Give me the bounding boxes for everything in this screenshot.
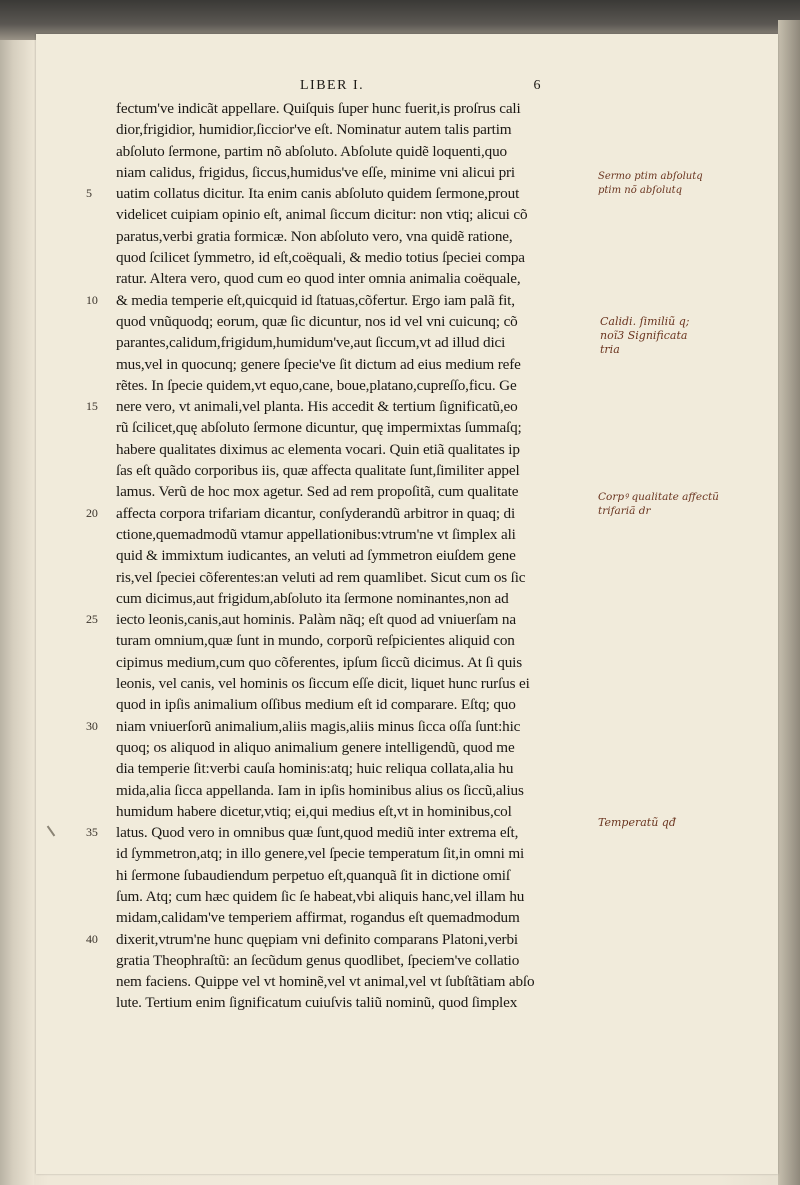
line-text: ratur. Altera vero, quod cum eo quod inter omnia animalia coëquale,	[116, 270, 521, 288]
line-text: quoq; os aliquod in aliquo animalium genere intelligendũ, quod me	[116, 738, 515, 756]
folio-number: 6	[533, 78, 542, 93]
marginal-note-2	[600, 315, 689, 357]
text-line	[116, 992, 598, 1013]
line-number: 40	[86, 931, 98, 946]
line-text: rũ ſcilicet,quę abſoluto ſermone dicuntur, quę impermixtas ſummaſq;	[116, 419, 522, 437]
text-line	[116, 417, 598, 438]
main-text-block	[86, 98, 598, 1014]
line-text: nem faciens. Quippe vel vt hominẽ,vel vt animal,vel vt ſubſtãtiam abſo	[116, 973, 535, 991]
text-line	[116, 226, 598, 247]
text-line	[86, 503, 598, 524]
text-line	[116, 588, 598, 609]
running-head: LIBER I.	[300, 78, 365, 93]
line-text: lamus. Verũ de hoc mox agetur. Sed ad rem propoſitã, cum qualitate	[116, 483, 519, 501]
text-line	[116, 204, 598, 225]
line-text: niam calidus, frigidus, ſiccus,humidus've eſſe, minime vni alicui pri	[116, 163, 515, 181]
line-number: 5	[86, 186, 92, 201]
text-line	[116, 545, 598, 566]
line-text: cipimus medium,cum quo cõferentes, ipſum ſiccũ dicimus. At ſi quis	[116, 653, 523, 671]
line-number: 25	[86, 612, 98, 627]
line-number: 20	[86, 505, 98, 520]
text-line	[116, 694, 598, 715]
line-text: ctione,quemadmodũ vtamur appellationibus:vtrum'ne vt ſimplex ali	[116, 525, 516, 543]
line-text: quod ſcilicet ſymmetro, id eſt,coëquali, & medio totius ſpeciei compa	[116, 249, 525, 267]
cover-board	[778, 20, 800, 1185]
line-text: ſas eſt quãdo corporibus iis, quæ affecta qualitate ſunt,ſimiliter appel	[116, 462, 520, 480]
line-text: dia temperie ſit:verbi cauſa hominis:atq; huic reliqua collata,alia hu	[116, 760, 514, 778]
text-line	[116, 162, 598, 183]
line-text: fectum've indicãt appellare. Quiſquis ſuper hunc fuerit,is proſrus cali	[116, 100, 521, 117]
text-line	[116, 907, 598, 928]
text-line	[116, 801, 598, 822]
text-line	[116, 971, 598, 992]
marginal-note-line: Temperatũ qđ	[598, 816, 676, 829]
text-line	[116, 268, 598, 289]
line-text: lute. Tertium enim ſignificatum cuiuſvis taliũ nominũ, quod ſimplex	[116, 994, 518, 1012]
marginal-note-line: ptim nõ abſolutq	[598, 185, 683, 196]
line-text: ſum. Atq; cum hæc quidem ſic ſe habeat,vbi aliquis hanc,vel illam hu	[116, 887, 525, 905]
text-line	[116, 354, 598, 375]
text-line	[116, 311, 598, 332]
marginal-note-3	[598, 490, 719, 518]
text-line	[86, 929, 598, 950]
line-text: quod in ipſis animalium oſſibus medium eſt id comparare. Eſtq; quo	[116, 696, 516, 714]
line-text: ris,vel ſpeciei cõferentes:an veluti ad rem quamlibet. Sicut cum os ſic	[116, 568, 526, 586]
text-line	[86, 183, 598, 204]
line-text: dixerit,vtrum'ne hunc quępiam vni definito comparans Platoni,verbi	[116, 930, 518, 948]
text-line	[86, 822, 598, 843]
text-line	[116, 737, 598, 758]
line-text: habere qualitates diximus ac elementa vocari. Quin etiã qualitates ip	[116, 440, 520, 458]
line-text: latus. Quod vero in omnibus quæ ſunt,quod mediũ inter extrema eſt,	[116, 824, 519, 842]
line-text: cum dicimus,aut frigidum,abſoluto ita ſermone nominantes,non ad	[116, 589, 509, 607]
binding-edge	[0, 0, 34, 1185]
text-line	[116, 439, 598, 460]
text-line	[116, 886, 598, 907]
text-line	[116, 673, 598, 694]
line-text: gratia Theophraſtũ: an ſecũdum genus quodlibet, ſpeciem've collatio	[116, 951, 520, 969]
line-text: niam vniuerſorũ animalium,aliis magis,aliis minus ſicca oſſa ſunt:hic	[116, 717, 521, 735]
marginal-note-line: Corpꝰ qualitate affectũ	[598, 491, 719, 503]
marginal-note-line: tria	[600, 343, 620, 356]
line-text: uatim collatus dicitur. Ita enim canis abſoluto quidem ſermone,prout	[116, 185, 520, 203]
line-text: abſoluto ſermone, partim nõ abſoluto. Abſolute quidẽ loquenti,quo	[116, 142, 507, 160]
text-line	[116, 247, 598, 268]
line-text: id ſymmetron,atq; in illo genere,vel ſpecie temperatum ſit,in omni mi	[116, 845, 525, 863]
line-text: turam omnium,quæ ſunt in mundo, corporũ reſpicientes aliquid con	[116, 632, 515, 650]
text-line	[116, 843, 598, 864]
text-line	[116, 98, 598, 119]
line-text: mus,vel in quocunq; genere ſpecie've ſit dictum ad eius medium refe	[116, 355, 521, 373]
line-number: 30	[86, 718, 98, 733]
line-text: parantes,calidum,frigidum,humidum've,aut ſiccum,vt ad illud dici	[116, 334, 506, 352]
text-line	[116, 567, 598, 588]
line-number: 10	[86, 292, 98, 307]
line-text: quid & immixtum iudicantes, an veluti ad ſymmetron eiuſdem gene	[116, 547, 516, 565]
line-text: videlicet cuipiam opinio eſt, animal ſiccum dicitur: non vtiq; alicui cõ	[116, 206, 528, 224]
text-line	[116, 630, 598, 651]
line-text: iecto leonis,canis,aut hominis. Palàm nãq; eſt quod ad vniuerſam na	[116, 611, 516, 629]
line-text: humidum habere dicetur,vtiq; ei,qui medius eſt,vt in hominibus,col	[116, 802, 512, 820]
line-text: & media temperie eſt,quicquid id ſtatuas,cõfertur. Ergo iam palã fit,	[116, 291, 515, 309]
text-line	[116, 332, 598, 353]
line-text: dior,frigidior, humidior,ſiccior've eſt. Nominatur autem talis partim	[116, 121, 512, 139]
text-line	[116, 141, 598, 162]
text-line	[116, 524, 598, 545]
line-text: rẽtes. In ſpecie quidem,vt equo,cane, boue,platano,cupreſſo,ficu. Ge	[116, 376, 517, 394]
text-line	[116, 780, 598, 801]
text-line	[116, 119, 598, 140]
marginal-note-line: noĩ3 Significata	[600, 329, 688, 342]
line-text: nere vero, vt animali,vel planta. His accedit & tertium ſignificatũ,eo	[116, 398, 518, 416]
line-text: hi ſermone ſubaudiendum perpetuo eſt,quanquã ſit in dictione omiſ	[116, 866, 510, 884]
marginal-note-1	[598, 170, 703, 198]
line-text: quod vnũquodq; eorum, quæ ſic dicuntur, nos id vel vni cuicunq; cõ	[116, 312, 518, 330]
line-text: midam,calidam've temperiem affirmat, rogandus eſt quemadmodum	[116, 909, 520, 927]
text-line	[116, 481, 598, 502]
line-text: mida,alia ſicca appellanda. Iam in ipſis hominibus alius os ſiccũ,alius	[116, 781, 524, 799]
marginal-note-line: Sermo ptim abſolutq	[598, 171, 703, 182]
text-line	[116, 865, 598, 886]
text-line	[86, 396, 598, 417]
line-number: 15	[86, 399, 98, 414]
text-line	[86, 290, 598, 311]
text-line	[116, 375, 598, 396]
marginal-note-4	[598, 816, 676, 830]
marginal-note-line: trifariã dr	[598, 505, 651, 517]
line-text: affecta corpora trifariam dicantur, conſyderandũ arbitror in quaq; di	[116, 504, 516, 522]
text-line	[86, 609, 598, 630]
text-line	[116, 758, 598, 779]
text-line	[116, 950, 598, 971]
line-text: paratus,verbi gratia formicæ. Non abſoluto vero, vna quidẽ ratione,	[116, 227, 513, 245]
marginal-note-line: Calidi. ſimiliũ q;	[600, 315, 690, 328]
text-line	[116, 652, 598, 673]
text-line	[116, 460, 598, 481]
text-line	[86, 716, 598, 737]
line-number: 35	[86, 825, 98, 840]
line-text: leonis, vel canis, vel hominis os ſiccum eſſe dicit, liquet hunc rurſus ei	[116, 675, 530, 693]
